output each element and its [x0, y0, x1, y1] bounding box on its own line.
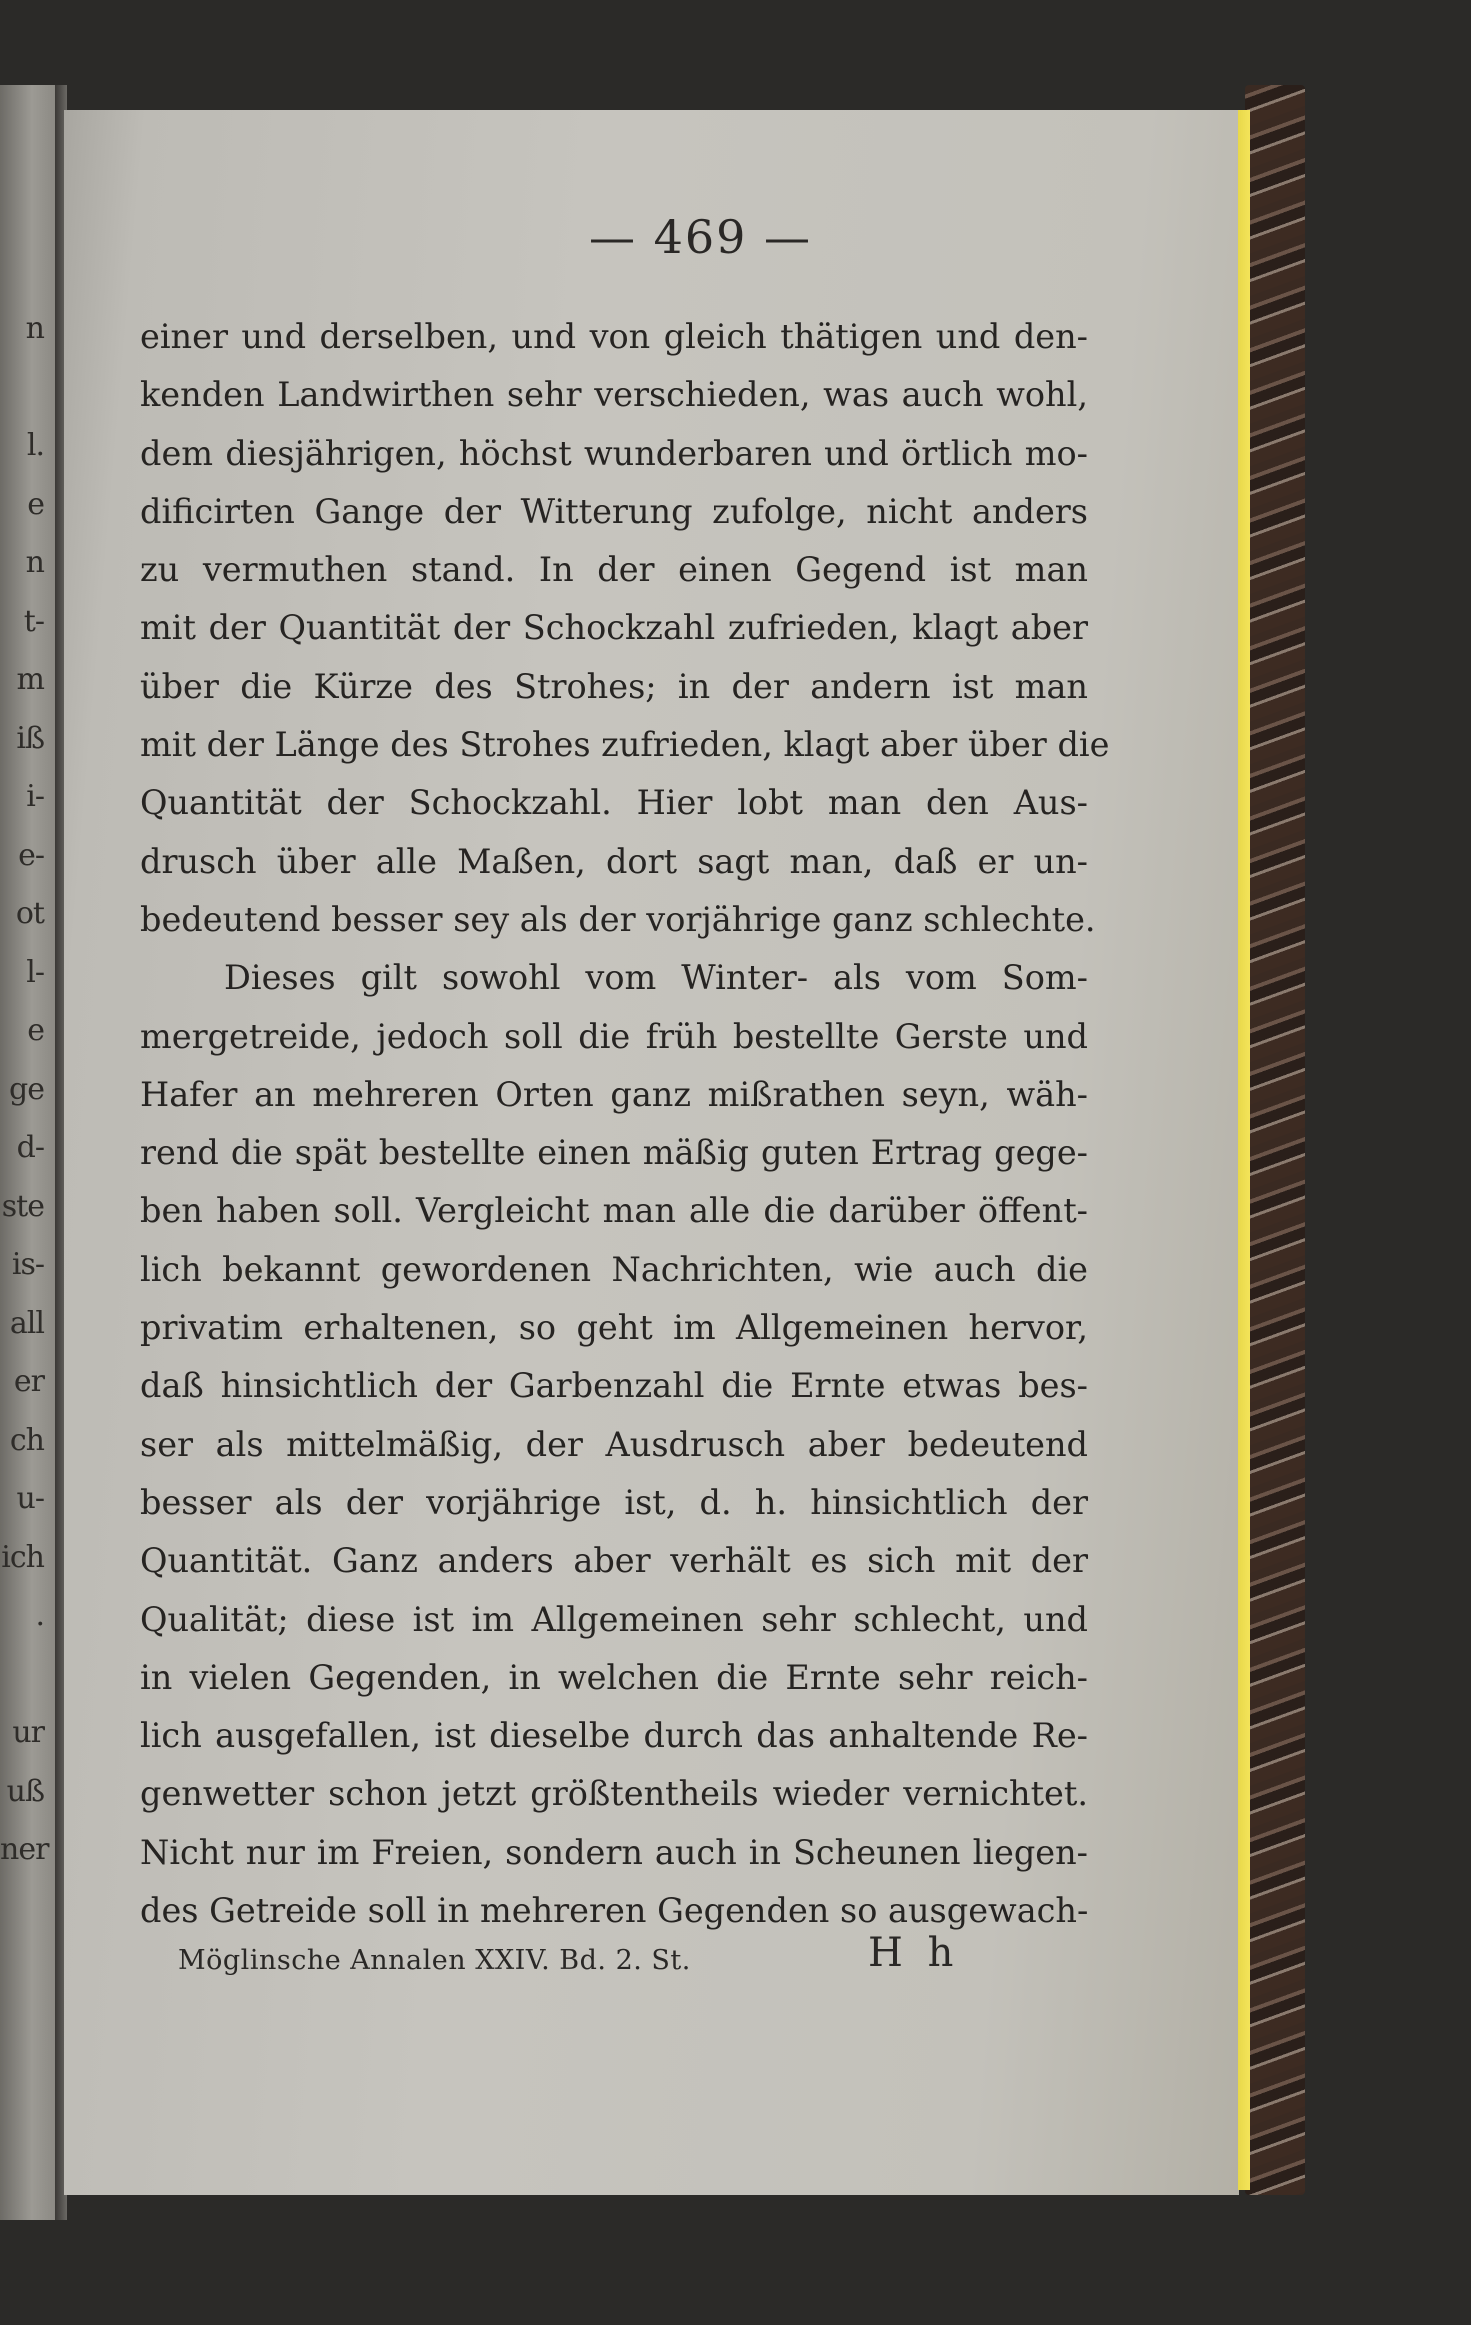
text-line: kenden Landwirthen sehr verschieden, was auch wohl,	[140, 375, 1088, 415]
margin-fragment: ch	[9, 1422, 44, 1458]
margin-fragment: n	[25, 311, 44, 346]
text-line: dem diesjährigen, höchst wunderbaren und örtlich mo-	[140, 433, 1088, 473]
text-line: dificirten Gange der Witterung zufolge, nicht anders	[140, 491, 1088, 531]
facing-page-line-endings	[0, 300, 49, 2000]
yellow-page-edge	[1238, 110, 1250, 2190]
text-line: des Getreide soll in mehreren Gegenden so ausgewach-	[140, 1891, 1089, 1931]
text-line: mit der Quantität der Schockzahl zufrieden, klagt aber	[140, 608, 1088, 648]
margin-fragment: d-	[16, 1130, 44, 1165]
text-line: rend die spät bestellte einen mäßig guten Ertrag gege-	[140, 1133, 1088, 1173]
text-line: daß hinsichtlich der Garbenzahl die Ernte etwas bes-	[140, 1366, 1088, 1406]
margin-fragment: e	[27, 1013, 44, 1048]
text-line: Nicht nur im Freien, sondern auch in Scheunen liegen-	[140, 1832, 1088, 1872]
text-line: drusch über alle Maßen, dort sagt man, daß er un-	[140, 841, 1088, 881]
text-line: einer und derselben, und von gleich thätigen und den-	[140, 317, 1088, 356]
margin-fragment: l.	[26, 428, 44, 463]
margin-fragment: ur	[12, 1715, 44, 1750]
margin-fragment: e-	[18, 837, 44, 873]
margin-fragment: .	[35, 1598, 44, 1633]
text-line: bedeutend besser sey als der vorjährige ganz schlechte.	[140, 899, 1096, 939]
margin-fragment: is-	[11, 1247, 44, 1282]
margin-fragment: e	[27, 486, 44, 522]
signature-line: Möglinsche Annalen XXIV. Bd. 2. St.	[178, 1945, 691, 1976]
text-line: zu vermuthen stand. In der einen Gegend ist man	[140, 550, 1088, 590]
margin-fragment: n	[25, 545, 44, 580]
margin-fragment	[0, 1646, 44, 1705]
text-line: über die Kürze des Strohes; in der andern ist man	[140, 666, 1088, 706]
margin-fragment: all	[9, 1305, 44, 1341]
text-line: genwetter schon jetzt größtentheils wieder vernichtet.	[140, 1774, 1088, 1814]
margin-fragment: u-	[16, 1481, 44, 1516]
text-line: lich bekannt gewordenen Nachrichten, wie auch die	[140, 1249, 1088, 1289]
margin-fragment: l-	[26, 954, 44, 990]
margin-fragment: ge	[9, 1071, 44, 1107]
margin-fragment: t-	[23, 603, 44, 639]
text-line: ben haben soll. Vergleicht man alle die darüber öffent-	[140, 1191, 1088, 1231]
text-line: privatim erhaltenen, so geht im Allgemeinen hervor,	[140, 1308, 1088, 1348]
margin-fragment: i-	[26, 779, 44, 814]
text-line: Dieses gilt sowohl vom Winter- als vom Som-	[224, 958, 1088, 998]
marbled-cover	[1245, 85, 1305, 2195]
text-line: Hafer an mehreren Orten ganz mißrathen seyn, wäh-	[140, 1074, 1088, 1114]
margin-fragment: iß	[16, 720, 44, 756]
margin-fragment: m	[16, 662, 44, 697]
text-line: Quantität der Schockzahl. Hier lobt man den Aus-	[140, 783, 1088, 823]
catchword: H h	[868, 1930, 960, 1976]
margin-fragment: er	[13, 1364, 44, 1399]
margin-fragment	[0, 359, 44, 418]
page-number: — 469 —	[588, 210, 813, 264]
margin-fragment: ner	[0, 1832, 49, 1867]
margin-fragment: ste	[1, 1188, 44, 1224]
text-line: besser als der vorjährige ist, d. h. hinsichtlich der	[140, 1482, 1088, 1522]
text-line: Quantität. Ganz anders aber verhält es sich mit der	[140, 1541, 1088, 1581]
text-line: lich ausgefallen, ist dieselbe durch das anhaltende Re-	[140, 1716, 1088, 1756]
text-line: in vielen Gegenden, in welchen die Ernte sehr reich-	[140, 1657, 1088, 1697]
margin-fragment: ich	[1, 1539, 44, 1575]
text-line: mit der Länge des Strohes zufrieden, klagt aber über die	[140, 725, 1110, 765]
text-line: Qualität; diese ist im Allgemeinen sehr schlecht, und	[140, 1599, 1088, 1639]
text-line: mergetreide, jedoch soll die früh bestellte Gerste und	[140, 1016, 1088, 1056]
margin-fragment: ot	[15, 896, 44, 931]
page-body-text	[140, 308, 1110, 1940]
text-line: ser als mittelmäßig, der Ausdrusch aber bedeutend	[140, 1424, 1088, 1464]
margin-fragment: uß	[6, 1773, 44, 1809]
